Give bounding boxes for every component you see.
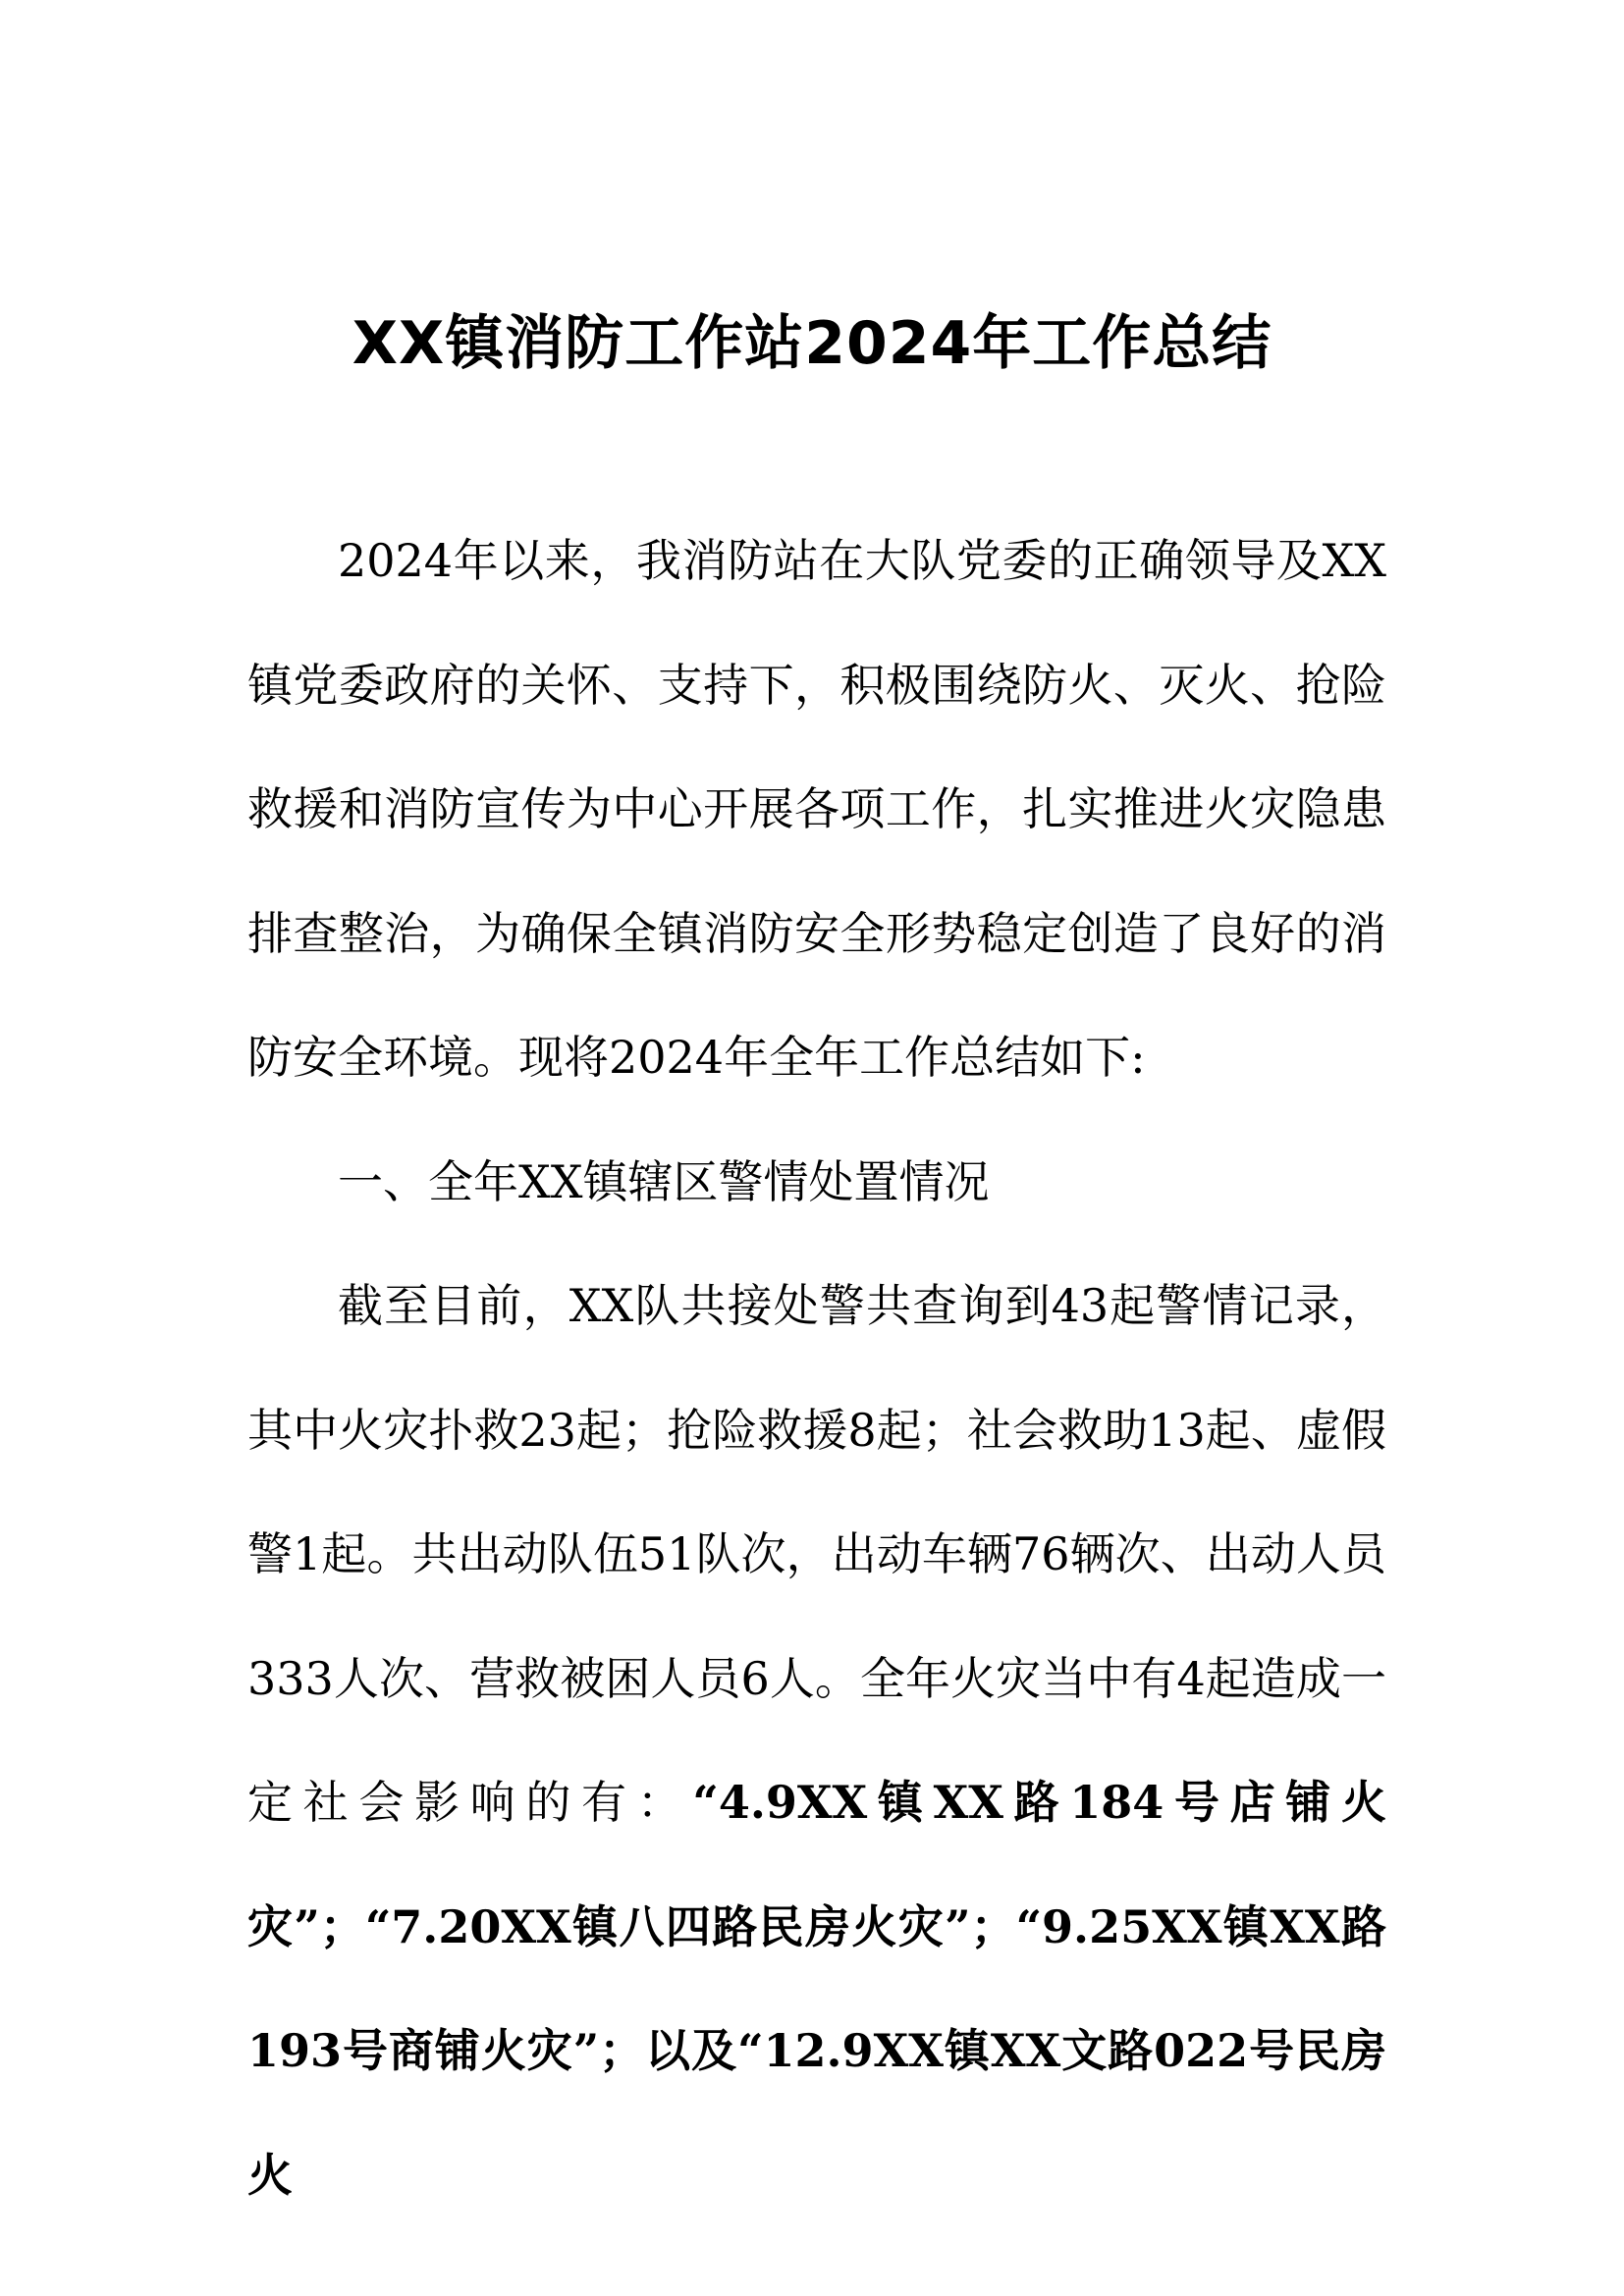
fire-incidents-list: “4.9XX镇XX路184号店铺火灾”；“7.20XX镇八四路民房火灾”；“9.25XX镇XX路193号商铺火灾”；以及“12.9XX镇XX文路022号民房火 <box>247 1776 1386 2202</box>
section-paragraph <box>247 1244 1386 2237</box>
document-title: XX镇消防工作站2024年工作总结 <box>352 309 1272 378</box>
section-paragraph-text: 截至目前，XX队共接处警共查询到43起警情记录，其中火灾扑救23起；抢险救援8起；社会救助13起、虚假警1起。共出动队伍51队次，出动车辆76辆次、出动人员333人次、营救被困人员6人。全年火灾当中有4起造成一定社会影响的有： <box>247 1279 1386 1829</box>
intro-paragraph: 2024年以来，我消防站在大队党委的正确领导及XX镇党委政府的关怀、支持下，积极围绕防火、灭火、抢险救援和消防宣传为中心开展各项工作，扎实推进火灾隐患排查整治，为确保全镇消防安全形势稳定创造了良好的消防安全环境。现将2024年全年工作总结如下: <box>247 534 1386 1084</box>
document-body <box>247 499 1386 2237</box>
section-heading: 一、全年XX镇辖区警情处置情况 <box>338 1154 990 1208</box>
